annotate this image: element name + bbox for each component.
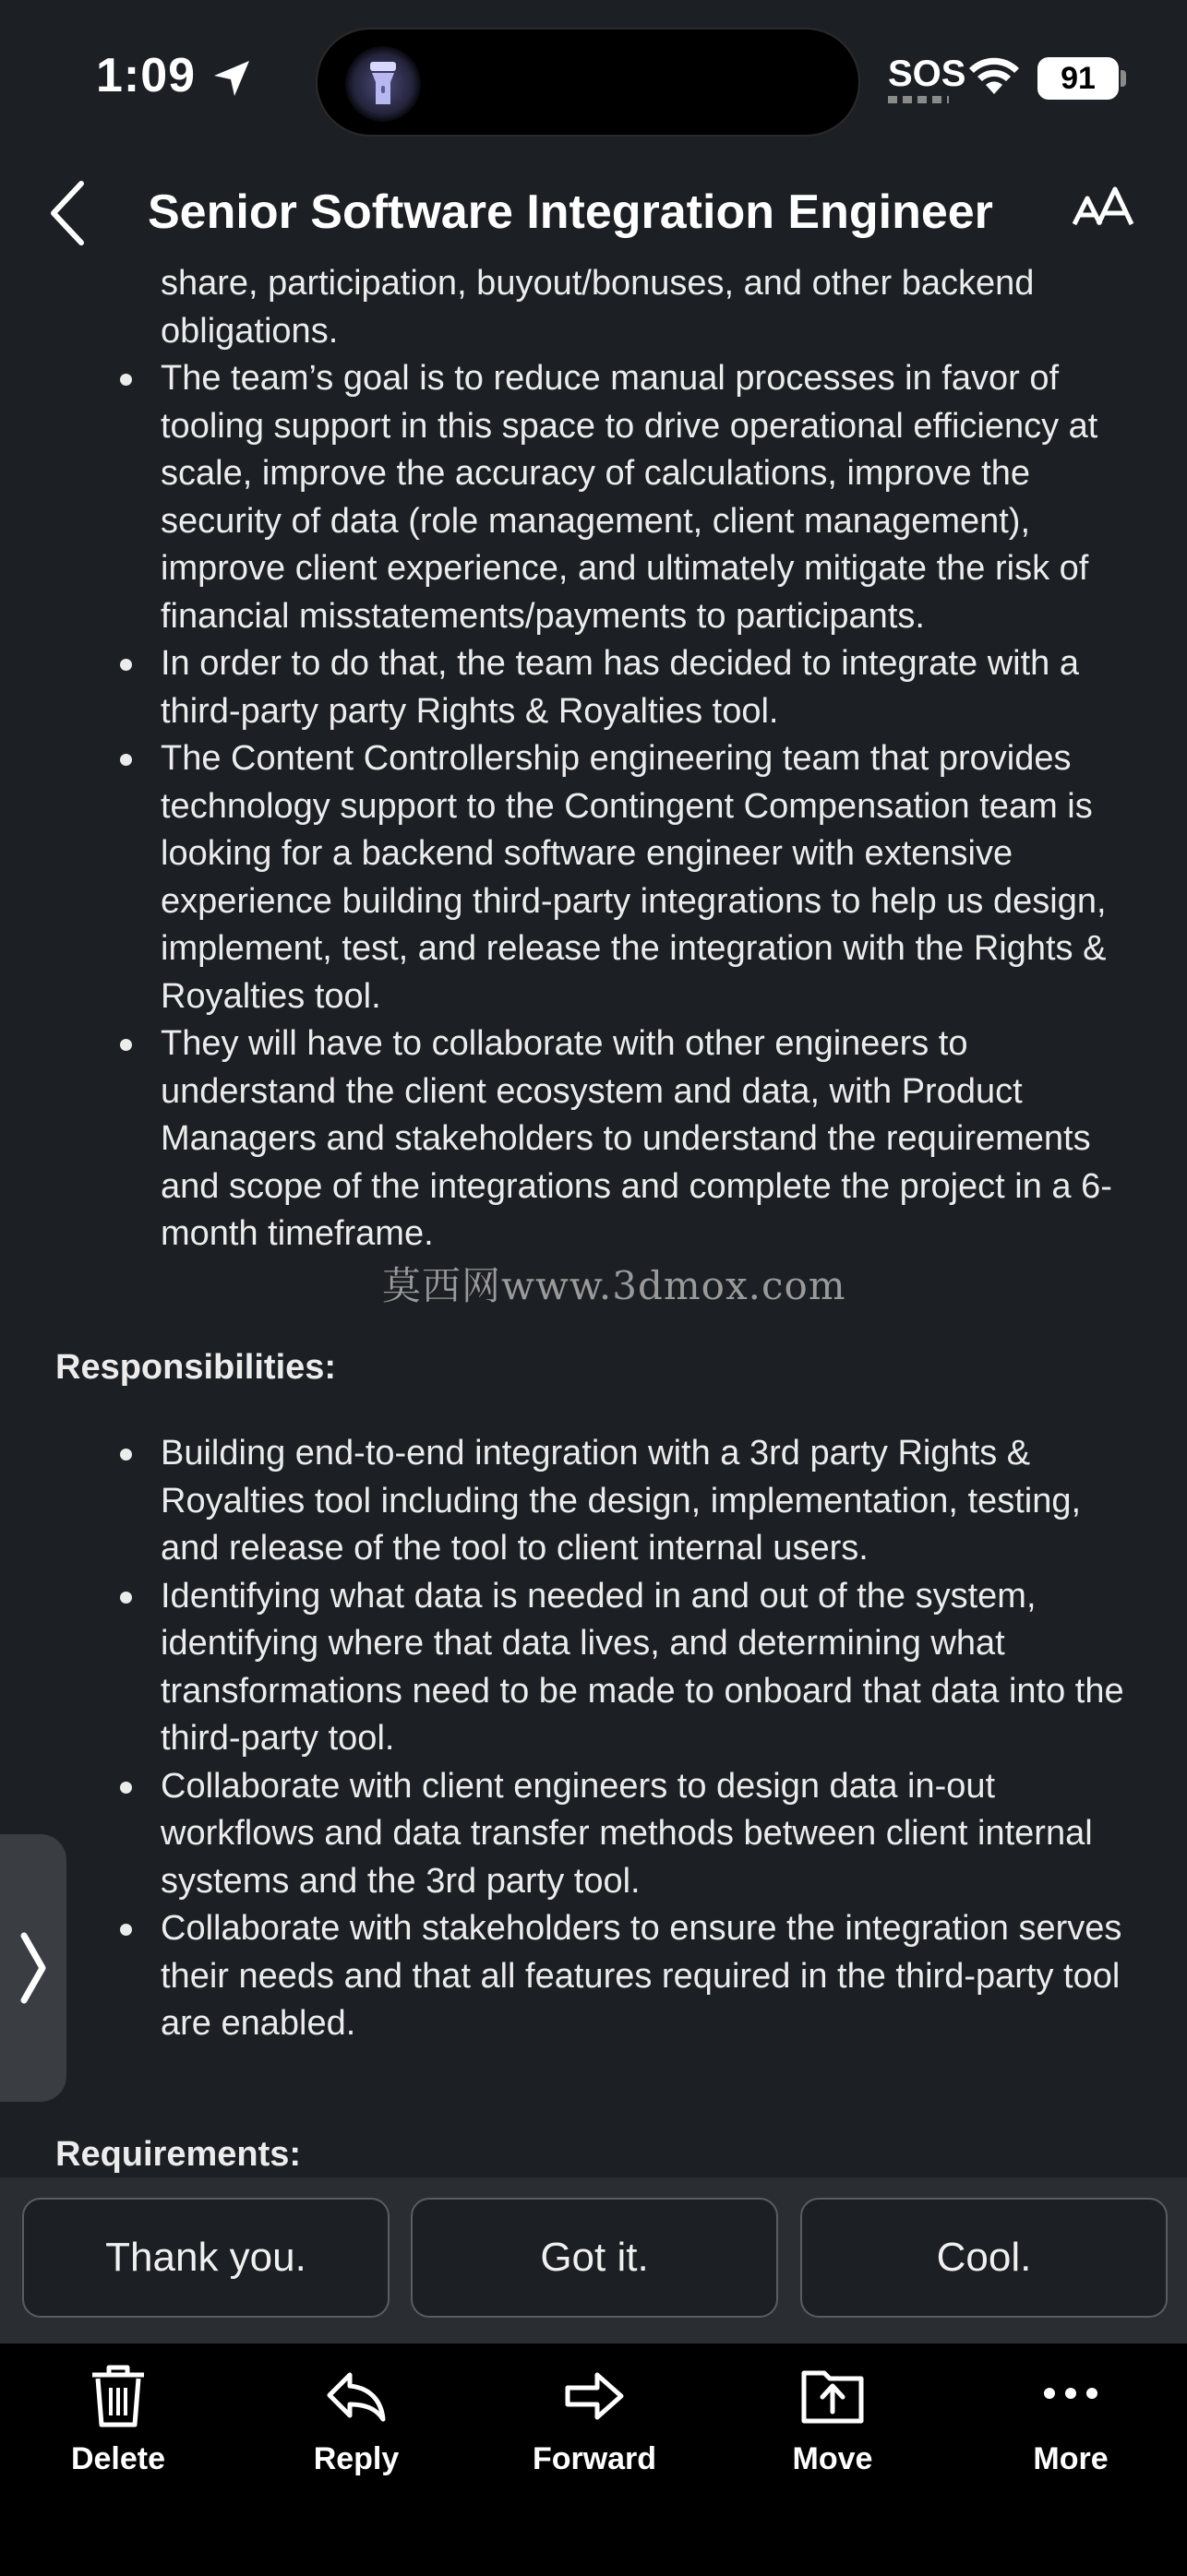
chevron-left-icon[interactable] (46, 178, 87, 248)
watermark: 莫西网www.3dmox.com (382, 1263, 846, 1308)
flashlight-icon (345, 46, 421, 122)
list-item (0, 260, 1187, 355)
dynamic-island (316, 28, 860, 137)
location-arrow-icon (210, 57, 253, 100)
bullet (120, 374, 132, 386)
list-item (0, 355, 1187, 640)
forward-button[interactable] (502, 2364, 687, 2502)
list-item-text: Collaborate with client engineers to design data in-out workflows and data transfer methods between client internal systems and the 3rd party tool. (161, 1766, 1093, 1901)
move-button[interactable] (740, 2364, 925, 2502)
more-icon (1038, 2364, 1103, 2428)
email-subject-title: Senior Software Integration Engineer (148, 185, 993, 239)
list-item-text: In order to do that, the team has decided to integrate with a third-party party Rights & Royalties tool. (161, 644, 1079, 731)
wifi-icon (967, 57, 1021, 98)
list-item-text: They will have to collaborate with other engineers to understand the client ecosystem and data, with Product Managers and stakeholders to understand the requirements and scope of the integrations and complete the project in a 6-month timeframe. (161, 1024, 1112, 1253)
status-bar (0, 0, 1187, 161)
intro-list (0, 260, 1187, 1258)
bottom-toolbar (0, 2343, 1187, 2576)
list-item-text: The Content Controllership engineering team that provides technology support to the Contingent Compensation team is looking for a backend software engineer with extensive experience building third-party integrations to help us design, implement, test, and release the integration with the Rights & Royalties tool. (161, 739, 1107, 1016)
delete-label: Delete (70, 2441, 166, 2476)
list-item (0, 1573, 1187, 1763)
bullet (120, 1039, 132, 1051)
text-size-icon[interactable] (1071, 182, 1135, 237)
list-item (0, 640, 1187, 735)
status-time: 1:09 (96, 49, 197, 102)
more-label: More (1033, 2441, 1109, 2476)
list-item (0, 735, 1187, 1020)
bullet (120, 1449, 132, 1461)
list-item (0, 1763, 1187, 1906)
reply-icon (324, 2364, 389, 2428)
responsibilities-list (0, 1430, 1187, 2048)
reply-button[interactable] (264, 2364, 449, 2502)
bullet (120, 1782, 132, 1794)
list-item-text: Identifying what data is needed in and out of the system, identifying where that data lives, and determining what transformations need to be made to onboard that data into the third-party tool. (161, 1576, 1124, 1758)
delete-button[interactable] (26, 2364, 210, 2502)
list-item-text: Building end-to-end integration with a 3rd party Rights & Royalties tool including the design, implementation, testing, and release of the tool to client internal users. (161, 1434, 1082, 1568)
responsibilities-heading: Responsibilities: (55, 1348, 337, 1387)
side-panel-tab[interactable] (0, 1834, 66, 2102)
list-item (0, 1430, 1187, 1573)
forward-label: Forward (532, 2441, 657, 2476)
quick-reply-cool[interactable]: Cool. (800, 2198, 1168, 2318)
trash-icon (89, 2364, 148, 2428)
list-item-text: share, participation, buyout/bonuses, and other backend obligations. (161, 264, 1035, 351)
quick-reply-bar (0, 2177, 1187, 2343)
list-item-text: Collaborate with stakeholders to ensure the integration serves their needs and that all features required in the third-party tool are enabled. (161, 1909, 1122, 2043)
move-icon (800, 2364, 865, 2428)
battery-cap (1121, 70, 1126, 87)
bullet (120, 659, 132, 671)
signal-dots (888, 96, 949, 103)
list-item-text: The team’s goal is to reduce manual processes in favor of tooling support in this space to drive operational efficiency at scale, improve the accuracy of calculations, improve the security of data (role management, client management), improve client experience, and ultimately mitigate the risk of financial misstatements/payments to participants. (161, 359, 1098, 636)
forward-icon (562, 2364, 627, 2428)
nav-bar (0, 161, 1187, 263)
more-button[interactable] (978, 2364, 1163, 2502)
bullet (120, 1924, 132, 1936)
quick-reply-got-it[interactable]: Got it. (411, 2198, 778, 2318)
list-item (0, 1020, 1187, 1258)
sos-indicator: SOS (888, 54, 966, 94)
requirements-heading: Requirements: (55, 2135, 302, 2174)
list-item (0, 1905, 1187, 2048)
chevron-right-icon (17, 1930, 50, 2006)
battery-icon: 91 (1037, 57, 1119, 100)
bullet (120, 754, 132, 766)
email-body (0, 260, 1187, 2177)
quick-reply-thank-you[interactable]: Thank you. (22, 2198, 390, 2318)
bullet (120, 1592, 132, 1604)
move-label: Move (792, 2441, 873, 2476)
reply-label: Reply (313, 2441, 400, 2476)
